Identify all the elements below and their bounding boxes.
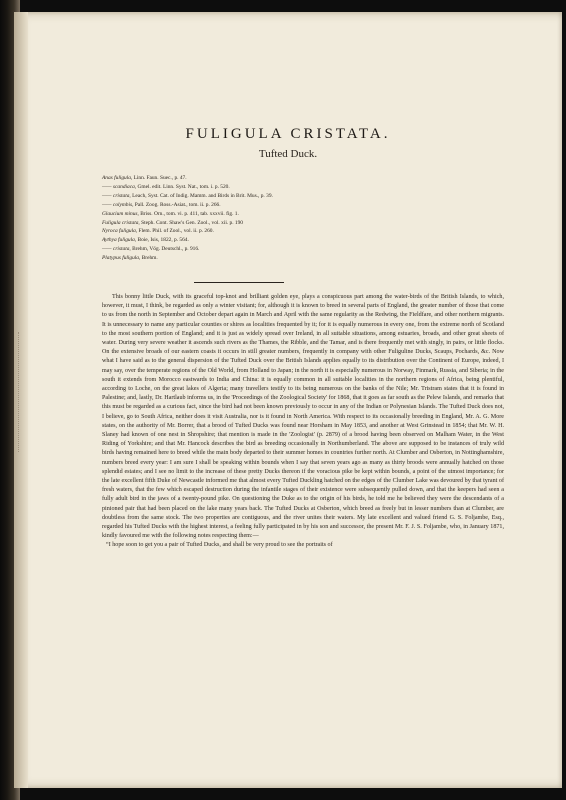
synonym-reference: Leach, Syst. Cat. of Indig. Mamm. and Birds in Brit. Mus., p. 39. [130, 192, 273, 199]
synonym-entry [102, 254, 502, 263]
synonym-name: Aythya fuligula, [102, 237, 137, 244]
synonym-entry [102, 192, 502, 201]
body-paragraph-quote: “I hope soon to get you a pair of Tufted Ducks, and shall be very proud to see the portraits of [106, 542, 333, 549]
synonym-entry [102, 201, 502, 210]
synonym-reference: Linn. Faun. Suec., p. 47. [132, 175, 187, 181]
synonym-reference: Flem. Phil. of Zool., vol. ii. p. 260. [137, 228, 214, 235]
body-text [102, 293, 504, 551]
page-subtitle: Tufted Duck. [258, 148, 318, 160]
synonym-entry [102, 183, 502, 192]
book-page [14, 12, 562, 788]
synonym-name: —— colymbis, [102, 201, 134, 208]
synonym-name: —— cristata, [102, 192, 131, 199]
synonym-entry [102, 210, 502, 219]
synonym-reference: Brehm, Vög. Deutschl., p. 916. [130, 246, 200, 253]
synonym-entry [102, 227, 502, 236]
margin-pencil-marks [18, 332, 23, 452]
body-paragraph: This bonny little Duck, with its graceful top-knot and brilliant golden eye, plays a conspicuous part among the water-birds of the British Islands, to which, however, it must, I think, be regarded as only a winter visitant; for, although it is known to breed in several parts of England, the greater number of those that come to us from the north in September and October depart again in March and April with the same regularity as the Redwing, the Fieldfare, and other northern migrants. It is unnecessary to name any particular counties or shires as localities frequented by it; for it is equally numerous in every one, from the extreme north of Scotland to the most southern portion of England; and it is just as widely spread over Ireland, in all suitable situations, among estuaries, broads, and other great sheets of water. During very severe weather it ascends such rivers as the Thames, the Ribble, and the Tamar, and is there frequently met with singly, in pairs, or little flocks. On the extensive broads of our eastern coasts it occurs in still greater numbers, frequently in company with other Fuliguline Ducks, Scaups, Pochards, &c. Now what I have said as to the general dispersion of the Tufted Duck over the British Islands applies equally to its distribution over the Continent of Europe, indeed, I may say, over the temperate regions of the Old World, from Holland to Japan; in the north it is especially numerous in Norway, Finmark, Russia, and Siberia; in the south it extends from Morocco eastwards to India and China: it is equally common in all suitable localities in the northern regions of Africa, being plentiful, according to Loche, on the great lakes of Algeria; many travellers testify to its being numerous on the banks of the Nile; Mr. Tristram states that it is found in Palestine; and, lastly, Dr. Hartlaub informs us, in the 'Proceedings of the Zoological Society' for 1868, that it goes as far south as the Pelew Islands, and remarks that this must be regarded as a curious fact, since the bird had not been known previously to occur in any of the Indian or Polynesian Islands. The Tufted Duck does not, I believe, go to South Africa, neither does it visit Australia, nor is it found in North America. With respect to its occasionally breeding in England, Mr. A. G. More states, on the authority of Mr. Borrer, that a brood of Tufted Ducks was found near Horsham in May 1853, and another at West Grinstead in 1854; that Mr. W. H. Slaney had known of one nest in Shropshire; that mention is made in the 'Zoologist' (p. 2879) of a brood having been observed on Malham Water, in the West Riding of Yorkshire; and that Mr. Hancock describes the bird as breeding occasionally in Northumberland. The above are supposed to be instances of truly wild birds having remained here to breed while the main body departed to their summer homes in countries further north. At Clumber and Osberton, in Nottinghamshire, numbers breed every year: I am sure I shall be speaking within bounds when I say that seven years ago as many as thirty broods were annually hatched on those splendid estates; and I see no limit to the increase of these pretty Ducks thereon if the voracious pike be kept within bounds, a point of the utmost importance; for the late excellent fifth Duke of Newcastle informed me that almost every Tufted Duckling hatched on the edges of the Clumber Lake was devoured by that tyrant of fresh waters, that the few which escaped destruction during the infantile stages of their existence were subsequently pulled down, and that the keepers had seen a fully adult bird in the jaws of a twenty-pound pike. On questioning the Duke as to the origin of his birds, he told me he believed they were the descendants of a pinioned pair that had been placed on the lake many years back. The Tufted Ducks at Osberton, which breed as freely but in lesser numbers than at Clumber, are doubtless from the same stock. The two properties are contiguous, and the river unites their waters. My late excellent and valued friend G. S. Foljambe, Esq., regarded his Tufted Ducks with the highest interest, a feeling fully participated in by his son and successor, the present Mr. F. J. S. Foljambe, who, in January 1871, kindly favoured me with the following notes respecting them:— [102, 294, 504, 540]
synonym-name: —— cristata, [102, 246, 131, 253]
synonym-name: —— scandiaca, [102, 183, 137, 190]
synonym-reference: Gmel. edit. Linn. Syst. Nat., tom. i. p. 520. [136, 183, 230, 190]
synonym-reference: Steph. Cont. Shaw's Gen. Zool., vol. xii. p. 190 [139, 219, 243, 226]
synonym-entry [102, 245, 502, 254]
synonym-name: Fuligula cristata, [102, 219, 140, 226]
synonym-name: Nyroca fuligula, [102, 228, 138, 235]
synonym-name: Glaucium minus, [102, 210, 139, 217]
section-divider [194, 282, 284, 283]
synonym-entry [102, 236, 502, 245]
synonym-name: Anas fuligula, [102, 175, 133, 181]
synonym-name: Platypus fuligula, [102, 255, 141, 262]
synonym-reference: Briss. Orn., tom. vi. p. 411, tab. xxxvii. fig. 1. [138, 210, 239, 217]
synonym-entry [102, 219, 502, 228]
synonym-reference: Pall. Zoog. Ross.-Asiat., tom. ii. p. 266. [133, 201, 221, 208]
synonym-reference: Boie, Isis, 1822, p. 564. [136, 237, 189, 244]
synonymy-list [102, 174, 502, 263]
synonym-reference: Brehm. [140, 255, 158, 262]
synonym-entry [102, 174, 502, 183]
page-title: FULIGULA CRISTATA. [185, 126, 391, 142]
